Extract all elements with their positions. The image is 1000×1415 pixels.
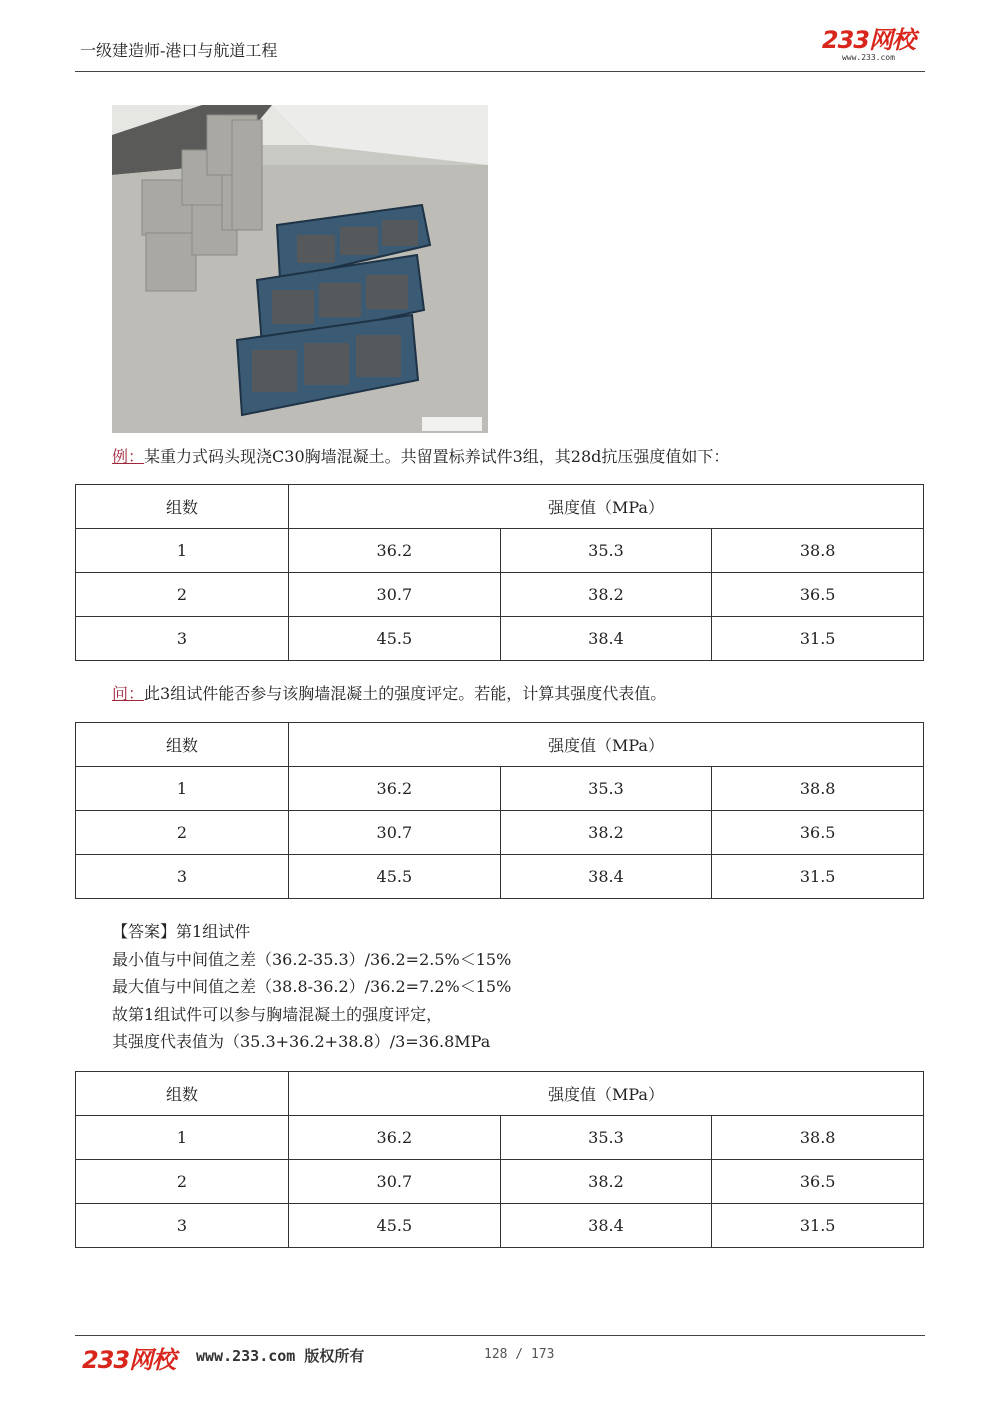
header-strength: 强度值（MPa） [289, 485, 924, 529]
table-cell: 38.8 [712, 767, 924, 811]
table-cell: 38.4 [500, 855, 712, 899]
page-number: 128 / 173 [484, 1347, 555, 1362]
question-label: 问： [112, 684, 145, 703]
table-cell: 45.5 [289, 617, 501, 661]
table-cell: 35.3 [500, 767, 712, 811]
table-cell: 1 [76, 1116, 289, 1160]
table-cell: 38.2 [500, 811, 712, 855]
table-cell: 3 [76, 1204, 289, 1248]
question-paragraph [112, 684, 666, 704]
strength-table-3 [75, 1071, 924, 1248]
table-cell: 45.5 [289, 855, 501, 899]
logo-text: 233网校 [821, 26, 915, 54]
table-header-row [76, 485, 924, 529]
strength-table-2 [75, 722, 924, 899]
table-cell: 36.5 [712, 811, 924, 855]
example-text: 某重力式码头现浇C30胸墙混凝土。共留置标养试件3组，其28d抗压强度值如下： [144, 447, 730, 466]
table-cell: 30.7 [289, 811, 501, 855]
footer-divider [75, 1335, 925, 1336]
table-row [76, 811, 924, 855]
footer-logo[interactable]: 233网校 [82, 1346, 176, 1374]
table-row [76, 1116, 924, 1160]
answer-line: 第1组试件 [176, 922, 251, 941]
table-cell: 36.5 [712, 573, 924, 617]
table-row [76, 617, 924, 661]
answer-line: 最大值与中间值之差（38.8-36.2）/36.2=7.2%＜15% [112, 977, 512, 996]
table-cell: 2 [76, 573, 289, 617]
table-cell: 30.7 [289, 1160, 501, 1204]
answer-block [112, 918, 511, 1056]
example-label: 例： [112, 447, 145, 466]
table-row [76, 855, 924, 899]
table-cell: 1 [76, 767, 289, 811]
table-cell: 3 [76, 617, 289, 661]
table-cell: 31.5 [712, 617, 924, 661]
table-cell: 3 [76, 855, 289, 899]
logo-url: www.233.com [841, 53, 895, 62]
answer-heading [112, 918, 511, 946]
table-cell: 38.2 [500, 1160, 712, 1204]
table-row [76, 1160, 924, 1204]
footer-copyright: www.233.com 版权所有 [196, 1347, 365, 1365]
table-cell: 38.2 [500, 573, 712, 617]
header-title: 一级建造师-港口与航道工程 [80, 41, 278, 60]
table-row [76, 529, 924, 573]
table-cell: 38.8 [712, 1116, 924, 1160]
header-group: 组数 [76, 723, 289, 767]
table-cell: 35.3 [500, 529, 712, 573]
header-group: 组数 [76, 485, 289, 529]
table-row [76, 767, 924, 811]
table-cell: 31.5 [712, 1204, 924, 1248]
header-divider [75, 71, 925, 72]
question-text: 此3组试件能否参与该胸墙混凝土的强度评定。若能，计算其强度代表值。 [144, 684, 667, 703]
answer-line: 其强度代表值为（35.3+36.2+38.8）/3=36.8MPa [112, 1032, 491, 1051]
table-cell: 45.5 [289, 1204, 501, 1248]
table-cell: 36.5 [712, 1160, 924, 1204]
header-group: 组数 [76, 1072, 289, 1116]
table-cell: 30.7 [289, 573, 501, 617]
table-cell: 38.4 [500, 617, 712, 661]
answer-label: 【答案】 [112, 922, 177, 941]
table-cell: 1 [76, 529, 289, 573]
table-header-row [76, 723, 924, 767]
concrete-test-mold-photo [112, 105, 488, 433]
table-cell: 38.4 [500, 1204, 712, 1248]
brand-logo[interactable] [822, 28, 915, 62]
table-cell: 36.2 [289, 767, 501, 811]
header-strength: 强度值（MPa） [289, 1072, 924, 1116]
answer-line: 最小值与中间值之差（36.2-35.3）/36.2=2.5%＜15% [112, 949, 512, 969]
table-cell: 38.8 [712, 529, 924, 573]
table-row [76, 1204, 924, 1248]
table-header-row [76, 1072, 924, 1116]
table-cell: 36.2 [289, 529, 501, 573]
table-cell: 2 [76, 1160, 289, 1204]
table-cell: 2 [76, 811, 289, 855]
table-row [76, 573, 924, 617]
example-paragraph [112, 447, 729, 467]
table-cell: 35.3 [500, 1116, 712, 1160]
strength-table-1 [75, 484, 924, 661]
answer-line: 故第1组试件可以参与胸墙混凝土的强度评定， [112, 1004, 443, 1024]
table-cell: 31.5 [712, 855, 924, 899]
header-strength: 强度值（MPa） [289, 723, 924, 767]
table-cell: 36.2 [289, 1116, 501, 1160]
